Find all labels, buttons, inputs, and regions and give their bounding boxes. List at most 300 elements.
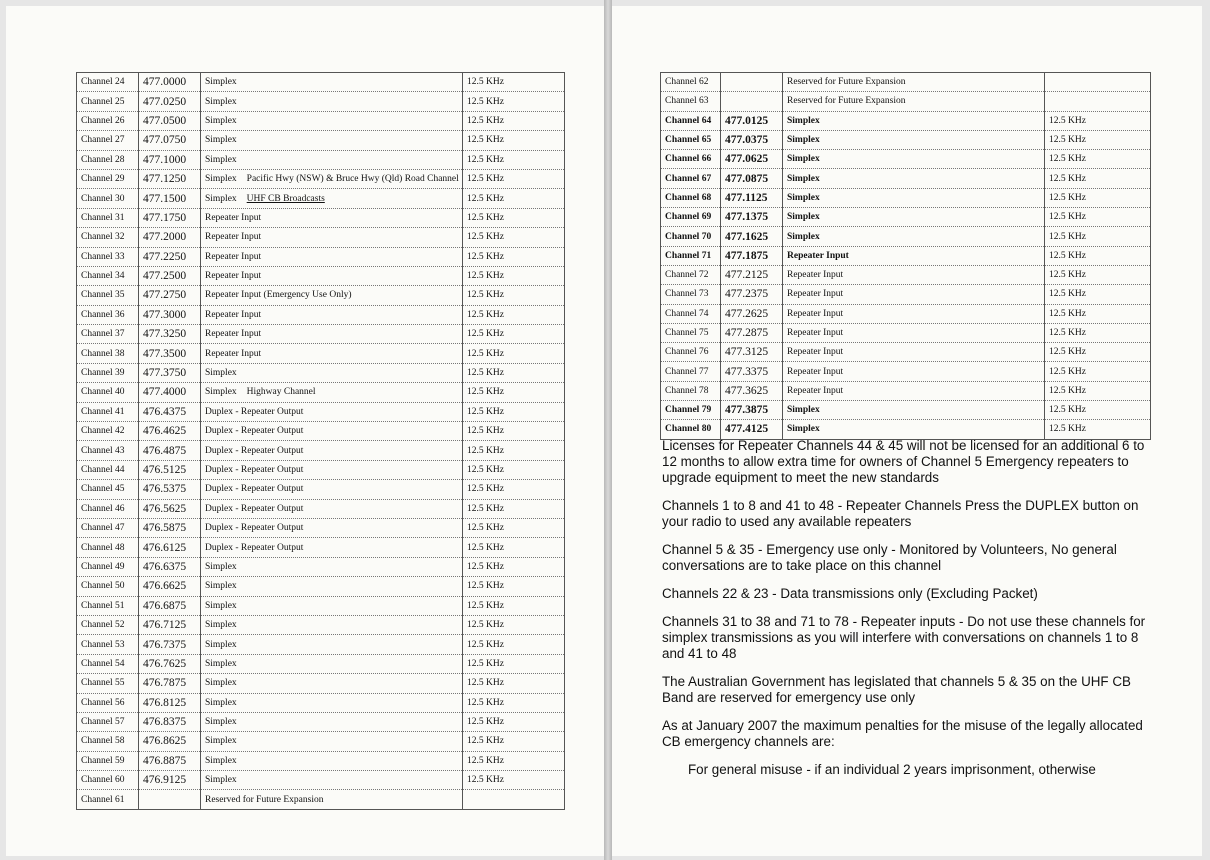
channel-cell [77,266,139,285]
description-cell-text: Simplex [205,581,237,592]
table-row [661,304,1151,323]
frequency-cell [139,383,201,402]
channel-cell [77,189,139,208]
bandwidth-cell [463,674,565,693]
channel-cell-text: Channel 32 [81,232,125,243]
description-cell-text: Simplex [205,736,237,747]
table-row [77,422,565,441]
channel-cell-text: Channel 44 [81,465,125,475]
table-row [77,499,565,518]
frequency-cell [139,538,201,557]
channel-cell-text: Channel 66 [665,154,712,165]
description-cell [201,654,463,673]
description-cell [201,111,463,130]
frequency-cell-text: 477.2750 [143,289,187,302]
description-cell [201,344,463,363]
right-page [612,6,1202,856]
description-cell [783,169,1045,188]
bandwidth-cell [463,499,565,518]
channel-cell [77,247,139,266]
description-cell [201,325,463,344]
channel-cell [661,343,721,362]
bandwidth-cell [463,305,565,324]
table-row [77,344,565,363]
frequency-cell [139,169,201,188]
description-cell [201,150,463,169]
frequency-cell [139,73,201,92]
description-cell [201,228,463,247]
bandwidth-cell-text: 12.5 KHz [467,329,504,340]
bandwidth-cell [1045,420,1151,439]
description-cell-text: Duplex - Repeater Output [205,445,304,456]
frequency-cell [139,344,201,363]
channel-cell [77,596,139,615]
channel-cell [661,401,721,420]
bandwidth-cell [1045,381,1151,400]
channel-cell-text: Channel 29 [81,174,125,185]
bandwidth-cell-text: 12.5 KHz [1049,135,1086,146]
description-detail-text: Highway Channel [246,387,316,398]
description-cell-text: Simplex [787,115,820,126]
description-cell-text: Repeater Input [205,271,262,282]
channel-cell-text: Channel 48 [81,542,125,553]
channel-cell-text: Channel 59 [81,755,125,766]
table-row [661,130,1151,149]
table-row [77,402,565,421]
table-row [77,693,565,712]
frequency-cell-text: 476.8625 [143,735,187,748]
table-row [77,518,565,537]
description-cell [201,402,463,421]
bandwidth-cell-text: 12.5 KHz [1049,385,1086,396]
channel-cell-text: Channel 50 [81,581,125,592]
frequency-cell-text: 477.0500 [143,114,187,127]
frequency-cell-text: 477.3375 [725,365,769,378]
bandwidth-cell-text: 12.5 KHz [467,77,504,88]
bandwidth-cell [463,402,565,421]
frequency-cell [139,771,201,790]
channel-cell-text: Channel 71 [665,250,712,261]
bandwidth-cell [463,635,565,654]
channel-cell [661,265,721,284]
table-row [77,325,565,344]
table-row [77,286,565,305]
frequency-cell [139,208,201,227]
channel-cell [77,441,139,460]
bandwidth-cell-text: 12.5 KHz [467,503,504,514]
frequency-cell-text: 476.7875 [143,677,187,690]
table-row [77,557,565,576]
channel-cell-text: Channel 64 [665,115,712,126]
channel-cell [77,674,139,693]
channel-cell [77,228,139,247]
frequency-cell-text: 477.1250 [143,173,187,186]
table-row [77,635,565,654]
table-row [661,208,1151,227]
frequency-cell-text: 477.0250 [143,95,187,108]
bandwidth-cell-text: 12.5 KHz [1049,250,1086,261]
description-cell [201,305,463,324]
description-cell-text: Simplex [787,154,820,165]
bandwidth-cell [463,596,565,615]
bandwidth-cell-text: 12.5 KHz [467,251,504,262]
frequency-cell [721,150,783,169]
description-cell [783,246,1045,265]
frequency-cell-text: 476.6875 [143,599,187,612]
bandwidth-cell [1045,246,1151,265]
channel-cell [661,111,721,130]
description-cell [201,712,463,731]
channel-cell [661,381,721,400]
channel-cell [77,635,139,654]
frequency-cell [139,189,201,208]
bandwidth-cell-text: 12.5 KHz [1049,270,1086,281]
bandwidth-cell-text: 12.5 KHz [467,697,504,708]
frequency-cell [139,247,201,266]
channel-cell-text: Channel 57 [81,717,125,728]
bandwidth-cell [1045,130,1151,149]
frequency-cell-text: 477.1500 [143,192,187,205]
frequency-cell [139,674,201,693]
channel-cell [77,325,139,344]
bandwidth-cell [463,208,565,227]
table-row [77,480,565,499]
channel-cell [661,73,721,92]
channel-cell [661,208,721,227]
frequency-cell-text: 477.2500 [143,270,187,283]
bandwidth-cell-text: 12.5 KHz [467,484,504,495]
description-cell-text: Repeater Input [787,308,844,319]
table-row [77,305,565,324]
description-cell [783,343,1045,362]
frequency-cell [139,557,201,576]
bandwidth-cell [463,73,565,92]
bandwidth-cell [463,518,565,537]
description-cell [783,208,1045,227]
frequency-cell-text: 477.3250 [143,328,187,341]
frequency-cell-text: 477.0375 [725,134,769,147]
table-row [661,265,1151,284]
table-row [77,790,565,809]
description-cell [783,381,1045,400]
description-cell-text: Simplex [205,135,237,146]
table-row [77,208,565,227]
description-cell-text: Simplex [205,755,237,766]
description-detail-text: Pacific Hwy (NSW) & Bruce Hwy (Qld) Road Channel [246,174,459,185]
bandwidth-cell [463,325,565,344]
channel-cell-text: Channel 79 [665,405,712,416]
channel-cell-text: Channel 76 [665,347,709,358]
bandwidth-cell-text: 12.5 KHz [467,193,504,204]
table-row [77,596,565,615]
frequency-cell [139,441,201,460]
channel-cell [77,383,139,402]
frequency-cell-text: 477.4000 [143,386,187,399]
table-row [77,732,565,751]
table-row [77,111,565,130]
description-cell [201,693,463,712]
table-row [77,654,565,673]
description-cell-text: Simplex [205,154,237,165]
description-cell-text: Simplex [205,639,237,650]
bandwidth-cell-text: 12.5 KHz [1049,115,1086,126]
channel-cell [77,693,139,712]
bandwidth-cell-text: 12.5 KHz [1049,405,1086,416]
table-row [77,150,565,169]
frequency-cell [721,304,783,323]
channel-cell-text: Channel 39 [81,368,125,379]
bandwidth-cell-text: 12.5 KHz [1049,212,1086,223]
channel-cell-text: Channel 28 [81,154,125,165]
frequency-cell [139,111,201,130]
table-row [77,674,565,693]
bandwidth-cell-text: 12.5 KHz [467,755,504,766]
bandwidth-cell-text: 12.5 KHz [1049,347,1086,358]
channel-cell [661,169,721,188]
description-cell [201,499,463,518]
description-cell-text: Duplex - Repeater Output [205,503,304,514]
description-cell [201,189,463,208]
channel-cell-text: Channel 45 [81,484,125,495]
description-cell-text: Simplex [205,193,237,204]
frequency-cell [721,343,783,362]
frequency-cell-text: 476.6375 [143,560,187,573]
note-duplex-channels: Channels 1 to 8 and 41 to 48 - Repeater Channels Press the DUPLEX button on your radio to used any available repeaters [662,498,1139,529]
frequency-cell-text: 477.0875 [725,172,769,185]
table-row [661,111,1151,130]
bandwidth-cell [1045,208,1151,227]
table-row [77,751,565,770]
description-cell-text: Repeater Input [787,289,844,300]
channel-cell-text: Channel 49 [81,561,125,572]
bandwidth-cell-text: 12.5 KHz [467,639,504,650]
frequency-cell-text: 477.3875 [725,404,769,417]
frequency-cell [139,150,201,169]
bandwidth-cell [1045,150,1151,169]
frequency-cell-text: 476.4375 [143,405,187,418]
frequency-cell [139,92,201,111]
channel-cell-text: Channel 58 [81,736,125,747]
bandwidth-cell [463,169,565,188]
description-cell-text: Repeater Input [787,366,844,377]
table-row [661,150,1151,169]
description-cell [201,518,463,537]
bandwidth-cell-text: 12.5 KHz [467,465,504,475]
description-cell [201,286,463,305]
channel-cell-text: Channel 36 [81,309,125,320]
table-row [661,246,1151,265]
frequency-cell [139,751,201,770]
bandwidth-cell [463,460,565,479]
channel-cell-text: Channel 65 [665,135,712,146]
description-cell [201,73,463,92]
channel-cell [77,305,139,324]
bandwidth-cell-text: 12.5 KHz [1049,192,1086,203]
description-cell-text: Simplex [205,368,237,379]
note-general-misuse: For general misuse - if an individual 2 years imprisonment, otherwise [688,762,1096,777]
description-cell-text: Reserved for Future Expansion [787,77,906,88]
channel-cell-text: Channel 26 [81,115,125,126]
channel-cell [77,131,139,150]
bandwidth-cell [463,422,565,441]
bandwidth-cell [463,111,565,130]
description-cell [201,596,463,615]
channel-cell [661,92,721,111]
description-cell [201,363,463,382]
table-row [661,285,1151,304]
channel-cell [661,285,721,304]
channel-cell [77,169,139,188]
channel-cell-text: Channel 34 [81,271,125,282]
note-emergency-channels: Channel 5 & 35 - Emergency use only - Monitored by Volunteers, No general conversations are to take place on this channel [662,542,1117,573]
description-cell [783,362,1045,381]
channel-cell-text: Channel 80 [665,424,712,435]
description-cell-text: Simplex [205,115,237,126]
frequency-cell [139,518,201,537]
channel-cell [661,420,721,439]
description-cell [201,615,463,634]
channel-cell [661,246,721,265]
description-cell [783,130,1045,149]
table-row [661,188,1151,207]
frequency-cell-text: 477.0000 [143,76,187,89]
description-cell [201,790,463,809]
channel-cell-text: Channel 35 [81,290,125,301]
frequency-cell-text: 476.9125 [143,774,187,787]
channel-cell [77,712,139,731]
frequency-cell-text: 477.1375 [725,211,769,224]
description-cell [201,732,463,751]
description-cell-text: Simplex [787,173,820,184]
frequency-cell [139,693,201,712]
description-cell-text: Simplex [205,387,237,398]
frequency-cell [721,73,783,92]
channel-table-left [76,72,565,810]
channel-cell [661,150,721,169]
bandwidth-cell-text: 12.5 KHz [467,387,504,398]
bandwidth-cell [463,790,565,809]
table-row [661,227,1151,246]
frequency-cell-text: 477.3750 [143,367,187,380]
channel-cell [77,499,139,518]
frequency-cell [721,208,783,227]
description-cell [783,73,1045,92]
table-row [661,401,1151,420]
table-row [661,92,1151,111]
description-cell [201,538,463,557]
channel-cell-text: Channel 30 [81,193,125,204]
frequency-cell [139,422,201,441]
frequency-cell-text: 476.4625 [143,425,187,438]
channel-cell-text: Channel 62 [665,77,709,88]
frequency-cell [139,790,201,809]
note-repeater-licenses: Licenses for Repeater Channels 44 & 45 will not be licensed for an additional 6 to 12 months to allow extra time for owners of Channel 5 Emergency repeaters to upgrade equipment to meet the new standards [662,438,1145,485]
channel-cell [661,130,721,149]
description-cell [783,111,1045,130]
frequency-cell [721,92,783,111]
channel-cell-text: Channel 51 [81,600,125,611]
channel-cell [661,323,721,342]
bandwidth-cell [463,557,565,576]
bandwidth-cell-text: 12.5 KHz [467,561,504,572]
frequency-cell-text: 477.0750 [143,134,187,147]
frequency-cell [139,499,201,518]
description-cell [201,751,463,770]
frequency-cell-text: 477.1625 [725,230,769,243]
channel-cell-text: Channel 54 [81,658,125,669]
description-cell-text: Repeater Input [787,347,844,358]
frequency-cell-text: 476.5375 [143,483,187,496]
bandwidth-cell-text: 12.5 KHz [1049,231,1086,242]
book-spine [604,0,612,860]
channel-cell-text: Channel 24 [81,77,125,88]
channel-cell [77,518,139,537]
channel-cell-text: Channel 38 [81,348,125,359]
bandwidth-cell-text: 12.5 KHz [467,542,504,553]
channel-cell-text: Channel 46 [81,503,125,514]
description-cell [201,635,463,654]
description-cell-text: Duplex - Repeater Output [205,523,304,534]
frequency-cell-text: 477.1000 [143,153,187,166]
bandwidth-cell [463,732,565,751]
description-cell-text: Simplex [787,405,820,416]
bandwidth-cell-text: 12.5 KHz [467,581,504,592]
frequency-cell [721,169,783,188]
description-detail-text: UHF CB Broadcasts [246,193,325,204]
bandwidth-cell-text: 12.5 KHz [467,348,504,359]
frequency-cell-text: 476.8875 [143,754,187,767]
frequency-cell [721,362,783,381]
description-cell [201,460,463,479]
frequency-cell [139,363,201,382]
table-row [661,323,1151,342]
frequency-cell-text: 476.6125 [143,541,187,554]
description-cell [783,188,1045,207]
description-cell [201,208,463,227]
description-cell-text: Simplex [205,600,237,611]
frequency-cell [139,654,201,673]
frequency-cell [139,402,201,421]
description-cell [201,266,463,285]
channel-cell [77,73,139,92]
bandwidth-cell [463,266,565,285]
bandwidth-cell-text: 12.5 KHz [467,775,504,786]
channel-cell [77,460,139,479]
channel-cell-text: Channel 60 [81,775,125,786]
description-cell-text: Duplex - Repeater Output [205,542,304,553]
bandwidth-cell-text: 12.5 KHz [467,212,504,223]
frequency-cell-text: 477.3000 [143,308,187,321]
description-cell-text: Simplex [787,192,820,203]
description-cell-text: Simplex [205,620,237,631]
description-cell-text: Simplex [787,212,820,223]
frequency-cell [139,266,201,285]
bandwidth-cell [463,441,565,460]
frequency-cell-text: 477.0125 [725,114,769,127]
bandwidth-cell [1045,304,1151,323]
description-cell-text: Simplex [205,678,237,689]
description-cell [201,92,463,111]
frequency-cell-text: 477.2250 [143,250,187,263]
table-row [77,266,565,285]
table-row [77,247,565,266]
bandwidth-cell-text: 12.5 KHz [467,232,504,243]
bandwidth-cell [1045,188,1151,207]
channel-cell-text: Channel 56 [81,697,125,708]
channel-cell-text: Channel 27 [81,135,125,146]
frequency-cell-text: 476.6625 [143,580,187,593]
description-cell-text: Simplex [787,135,820,146]
